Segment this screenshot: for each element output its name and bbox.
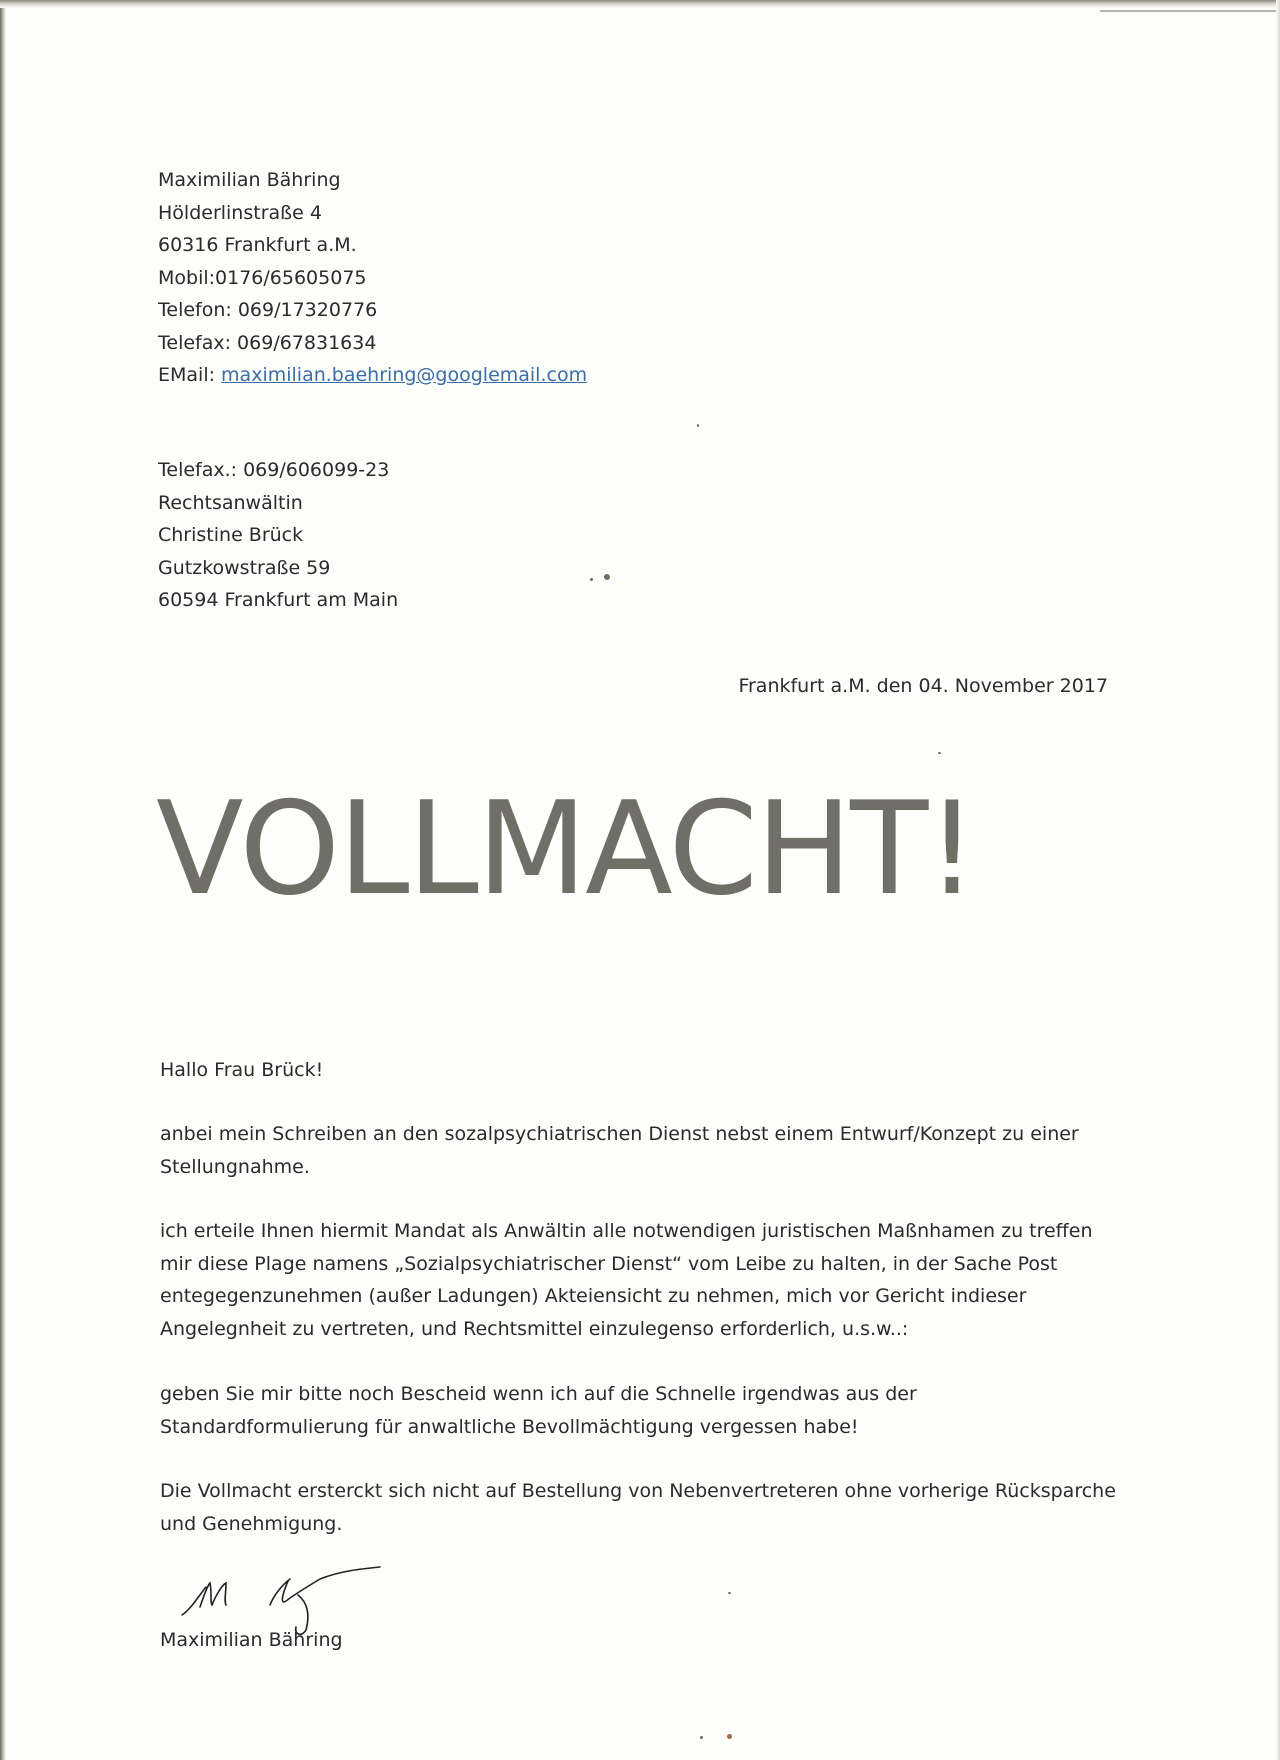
sender-street: Hölderlinstraße 4 bbox=[158, 201, 322, 224]
scan-edge-left bbox=[0, 0, 6, 1760]
scan-speck bbox=[727, 1734, 732, 1739]
body-paragraph-1: anbei mein Schreiben an den sozalpsychiatrischen Dienst nebst einem Entwurf/Konzept zu einer Stellungnahme. bbox=[160, 1123, 1079, 1178]
signer-name: Maximilian Bähring bbox=[160, 1629, 343, 1651]
sender-email-link[interactable]: maximilian.baehring@googlemail.com bbox=[221, 364, 588, 386]
scan-speck bbox=[604, 574, 610, 580]
sender-name: Maximilian Bähring bbox=[158, 169, 341, 191]
sender-mobile: Mobil:0176/65605075 bbox=[158, 266, 367, 289]
scan-speck bbox=[938, 752, 941, 754]
scan-edge-right bbox=[1276, 0, 1280, 1760]
scan-edge-top bbox=[0, 0, 1280, 8]
sender-address-block bbox=[158, 164, 587, 392]
scan-speck bbox=[697, 424, 699, 427]
letter-date: Frankfurt a.M. den 04. November 2017 bbox=[738, 675, 1108, 697]
recipient-street: Gutzkowstraße 59 bbox=[158, 556, 331, 579]
scan-speck bbox=[728, 1592, 731, 1594]
body-paragraph-3: geben Sie mir bitte noch Bescheid wenn ich auf die Schnelle irgendwas aus der Standardformulierung für anwaltliche Bevollmächtigung vergessen habe! bbox=[160, 1383, 917, 1438]
sender-fax: Telefax: 069/67831634 bbox=[158, 331, 377, 354]
scan-speck bbox=[590, 578, 593, 581]
recipient-address-block bbox=[158, 454, 398, 617]
recipient-name: Christine Brück bbox=[158, 524, 304, 546]
recipient-city: 60594 Frankfurt am Main bbox=[158, 589, 399, 611]
recipient-fax: Telefax.: 069/606099-23 bbox=[158, 459, 390, 481]
scan-edge-top-shadow bbox=[1100, 10, 1280, 12]
letter-greeting: Hallo Frau Brück! bbox=[160, 1059, 324, 1081]
body-paragraph-4: Die Vollmacht ersterckt sich nicht auf Bestellung von Nebenvertreteren ohne vorherige Rücksparche und Genehmigung. bbox=[160, 1480, 1116, 1535]
letter-heading: VOLLMACHT! bbox=[156, 775, 976, 924]
sender-city: 60316 Frankfurt a.M. bbox=[158, 234, 357, 256]
scan-speck bbox=[700, 1736, 703, 1739]
sender-email-label: EMail: bbox=[158, 364, 222, 386]
sender-phone: Telefon: 069/17320776 bbox=[158, 299, 378, 321]
body-paragraph-2: ich erteile Ihnen hiermit Mandat als Anwältin alle notwendigen juristischen Maßnhamen zu treffen mir diese Plage namens „Sozialpsychiatrischer Dienst“ vom Leibe zu halten, in der Sache Post entegegenzunehmen (außer Ladungen) Akteiensicht zu nehmen, mich vor Gericht indieser Angelegnheit zu vertreten, und Rechtsmittel einzulegenso erforderlich, u.s.w..: bbox=[160, 1220, 1093, 1340]
recipient-title: Rechtsanwältin bbox=[158, 491, 303, 514]
sender-email-line bbox=[158, 359, 587, 392]
